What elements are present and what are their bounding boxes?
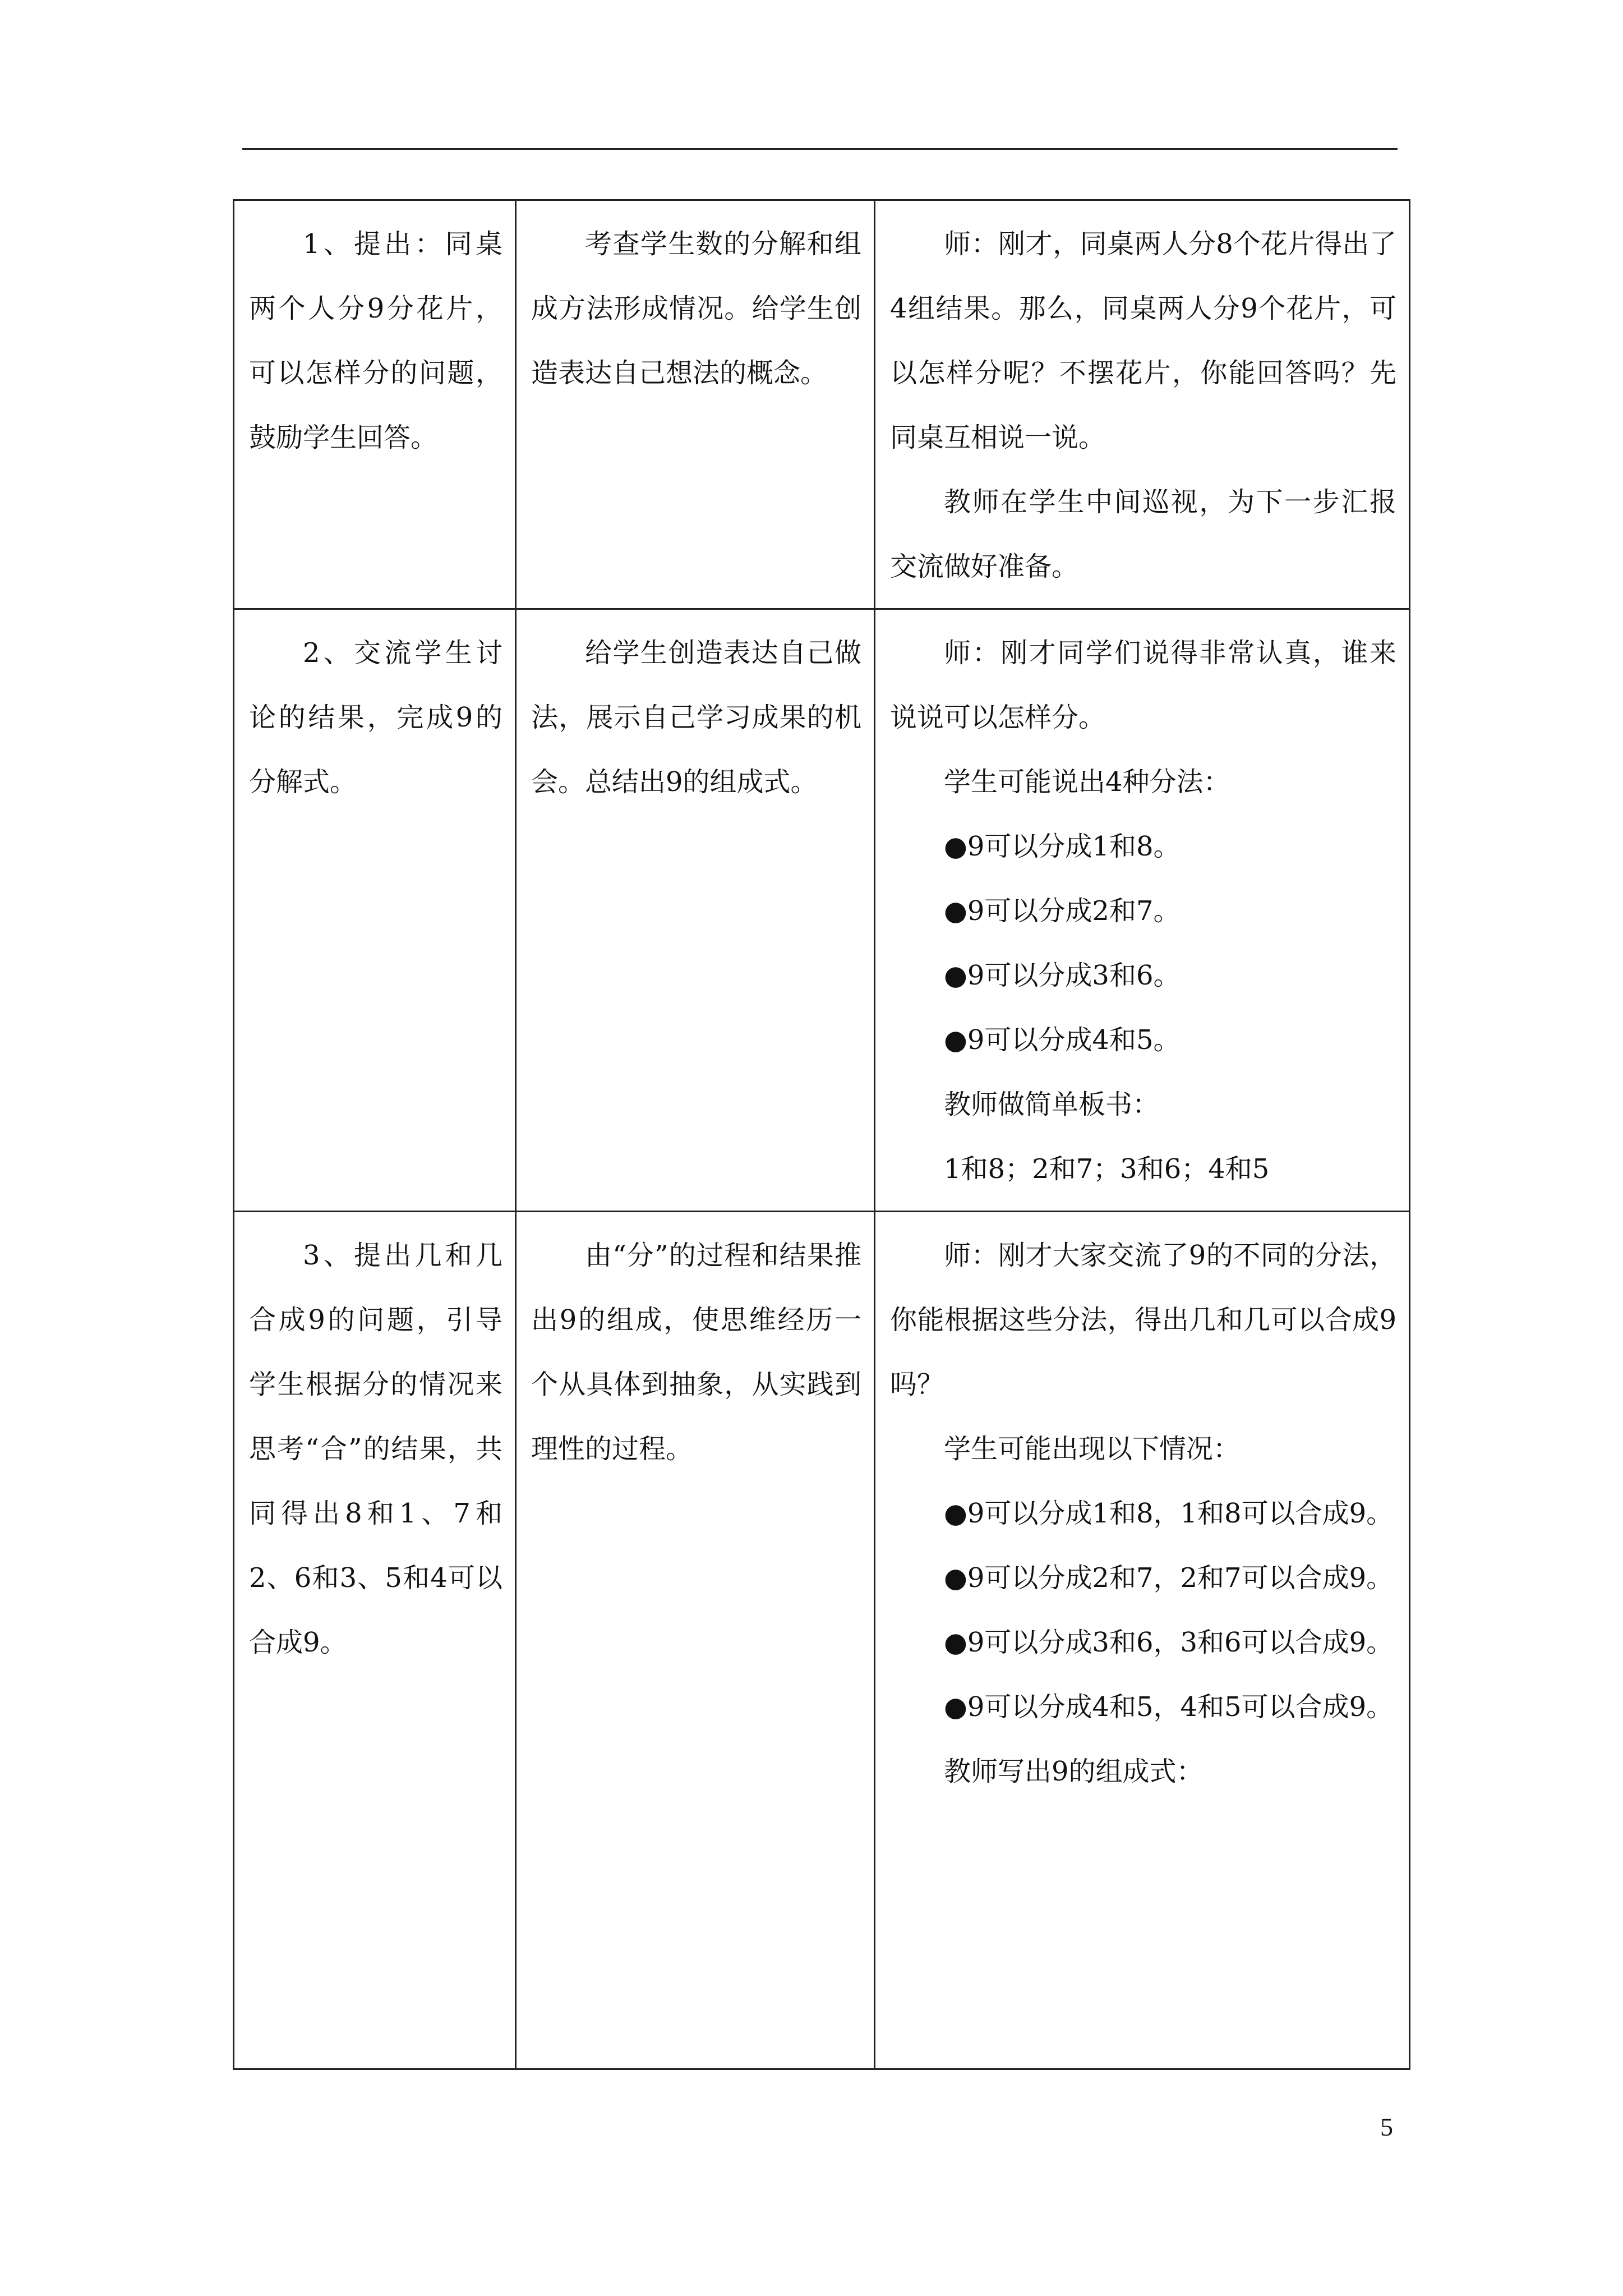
step-cell: [234, 200, 516, 609]
process-bullet: ●9可以分成1和8，1和8可以合成9。: [944, 1498, 1394, 1529]
process-paragraph: 师：刚才，同桌两人分8个花片得出了4组结果。那么，同桌两人分9个花片，可以怎样分呢？不摆花片，你能回答吗？先同桌互相说一说。: [890, 228, 1396, 453]
process-bullet: ●9可以分成1和8。: [944, 831, 1181, 862]
process-cell: [875, 609, 1410, 1212]
process-bullet: ●9可以分成4和5，4和5可以合成9。: [944, 1691, 1394, 1723]
table-row: [234, 609, 1410, 1212]
table-row: [234, 1212, 1410, 2069]
process-paragraph: 学生可能说出4种分法：: [944, 766, 1230, 798]
purpose-text: 考查学生数的分解和组成方法形成情况。给学生创造表达自己想法的概念。: [531, 228, 861, 389]
step-cell: [234, 1212, 516, 2069]
purpose-cell: [516, 200, 875, 609]
process-paragraph: 学生可能出现以下情况：: [944, 1433, 1241, 1465]
process-cell: [875, 1212, 1410, 2069]
page-number: 5: [1380, 2113, 1393, 2141]
purpose-text: 由“分”的过程和结果推出9的组成，使思维经历一个从具体到抽象，从实践到理性的过程。: [531, 1240, 861, 1465]
process-cell: [875, 200, 1410, 609]
step-text: 1、提出：同桌两个人分9分花片，可以怎样分的问题，鼓励学生回答。: [249, 228, 502, 453]
header-rule: [242, 148, 1398, 150]
table-row: [234, 200, 1410, 609]
process-paragraph: 1和8；2和7；3和6；4和5: [944, 1153, 1270, 1185]
process-paragraph: 教师在学生中间巡视，为下一步汇报交流做好准备。: [890, 486, 1396, 582]
process-bullet: ●9可以分成4和5。: [944, 1024, 1181, 1056]
process-bullet: ●9可以分成3和6，3和6可以合成9。: [944, 1627, 1394, 1658]
purpose-cell: [516, 1212, 875, 2069]
purpose-text: 给学生创造表达自己做法，展示自己学习成果的机会。总结出9的组成式。: [531, 637, 861, 798]
step-text: 3、提出几和几合成9的问题，引导学生根据分的情况来思考“合”的结果，共同得出8和1、7和2、6和3、5和4可以合成9。: [249, 1240, 502, 1658]
process-paragraph: 教师写出9的组成式：: [944, 1756, 1204, 1787]
lesson-plan-table: [233, 199, 1410, 2070]
purpose-cell: [516, 609, 875, 1212]
step-text: 2、交流学生讨论的结果，完成9的分解式。: [249, 637, 502, 798]
step-cell: [234, 609, 516, 1212]
process-paragraph: 师：刚才大家交流了9的不同的分法，你能根据这些分法，得出几和几可以合成9吗？: [890, 1240, 1396, 1400]
process-paragraph: 师：刚才同学们说得非常认真，谁来说说可以怎样分。: [890, 637, 1396, 733]
process-bullet: ●9可以分成2和7，2和7可以合成9。: [944, 1562, 1394, 1594]
process-bullet: ●9可以分成2和7。: [944, 895, 1181, 927]
process-paragraph: 教师做简单板书：: [944, 1089, 1160, 1120]
process-bullet: ●9可以分成3和6。: [944, 960, 1181, 991]
